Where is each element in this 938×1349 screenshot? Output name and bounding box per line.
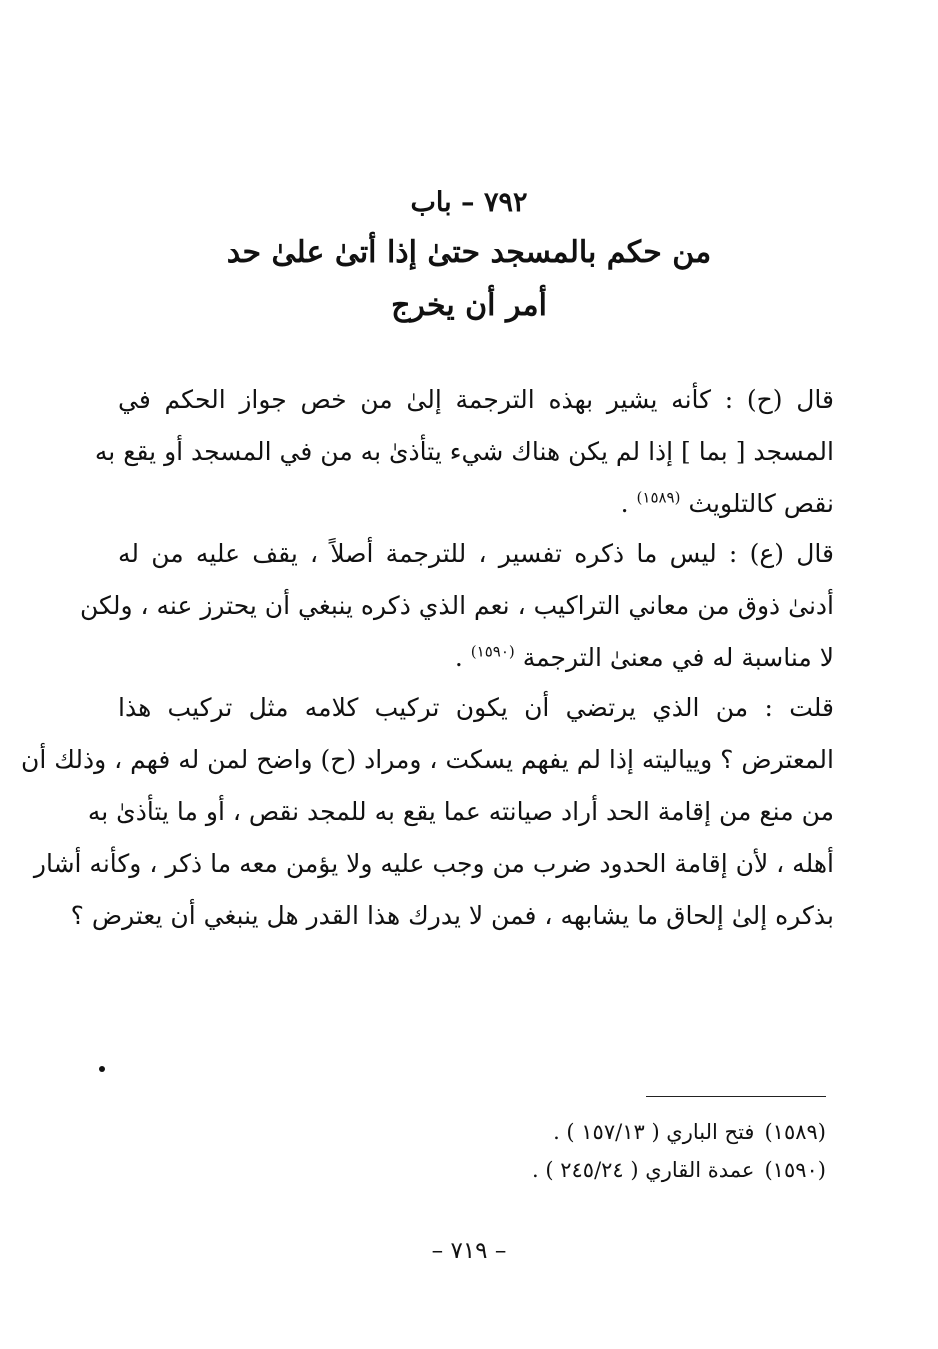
paragraph-line-last: بذكره إلىٰ إلحاق ما يشابهه ، فمن لا يدرك هذا القدر هل ينبغي أن يعترض ؟ bbox=[70, 901, 834, 930]
paragraph-line: أهله ، لأن إقامة الحدود ضرب من وجب عليه ولا يؤمن معه ما ذكر ، وكأنه أشار bbox=[33, 849, 834, 878]
paragraph-line: قال (ح) : كأنه يشير بهذه الترجمة إلىٰ من خص جواز الحكم في bbox=[118, 385, 834, 414]
paragraph-2 bbox=[80, 528, 834, 684]
paragraph-text: نقص كالتلويث bbox=[688, 489, 834, 518]
chapter-title-line-2: أمر أن يخرج bbox=[391, 288, 547, 323]
paragraph-end-mark: . bbox=[454, 643, 471, 672]
footnote-reference: (١٥٨٩) bbox=[636, 488, 681, 507]
stray-dot-mark bbox=[99, 1066, 105, 1072]
paragraph-line: المعترض ؟ ويياليته إذا لم يفهم يسكت ، ومراد (ح) واضح لمن له فهم ، وذلك أن bbox=[21, 745, 834, 774]
footnote-text: فتح الباري ( ١٥٧/١٣ ) . bbox=[553, 1120, 755, 1144]
footnote-2 bbox=[532, 1158, 826, 1182]
footnote-separator bbox=[646, 1096, 826, 1097]
paragraph-line: قال (ع) : ليس ما ذكره تفسير ، للترجمة أصلاً ، يقف عليه من له bbox=[118, 539, 834, 568]
footnote-reference: (١٥٩٠) bbox=[470, 642, 515, 661]
footnote-text: عمدة القاري ( ٢٤٥/٢٤ ) . bbox=[532, 1158, 755, 1182]
footnote-1 bbox=[553, 1120, 826, 1144]
paragraph-line: من منع من إقامة الحد أراد صيانته عما يقع به للمجد نقص ، أو ما يتأذىٰ به bbox=[87, 797, 834, 826]
paragraph-line: المسجد [ بما ] إذا لم يكن هناك شيء يتأذىٰ به من في المسجد أو يقع به bbox=[94, 437, 834, 466]
paragraph-text: لا مناسبة له في معنىٰ الترجمة bbox=[522, 643, 834, 672]
footnote-number: (١٥٩٠) bbox=[764, 1158, 826, 1182]
page-number: – ٧١٩ – bbox=[431, 1238, 507, 1264]
paragraph-3 bbox=[21, 682, 834, 942]
paragraph-line: أدنىٰ ذوق من معاني التراكيب ، نعم الذي ذكره ينبغي أن يحترز عنه ، ولكن bbox=[80, 591, 834, 620]
chapter-title-line-1: من حكم بالمسجد حتىٰ إذا أتىٰ علىٰ حد bbox=[226, 235, 712, 270]
chapter-number: ٧٩٢ – باب bbox=[410, 187, 528, 218]
paragraph-end-mark: . bbox=[620, 489, 637, 518]
paragraph-line-last bbox=[118, 478, 834, 530]
footnote-number: (١٥٨٩) bbox=[764, 1120, 826, 1144]
paragraph-1 bbox=[94, 374, 834, 530]
paragraph-line-last bbox=[118, 632, 834, 684]
paragraph-line: قلت : من الذي يرتضي أن يكون تركيب كلامه مثل تركيب هذا bbox=[118, 693, 834, 722]
